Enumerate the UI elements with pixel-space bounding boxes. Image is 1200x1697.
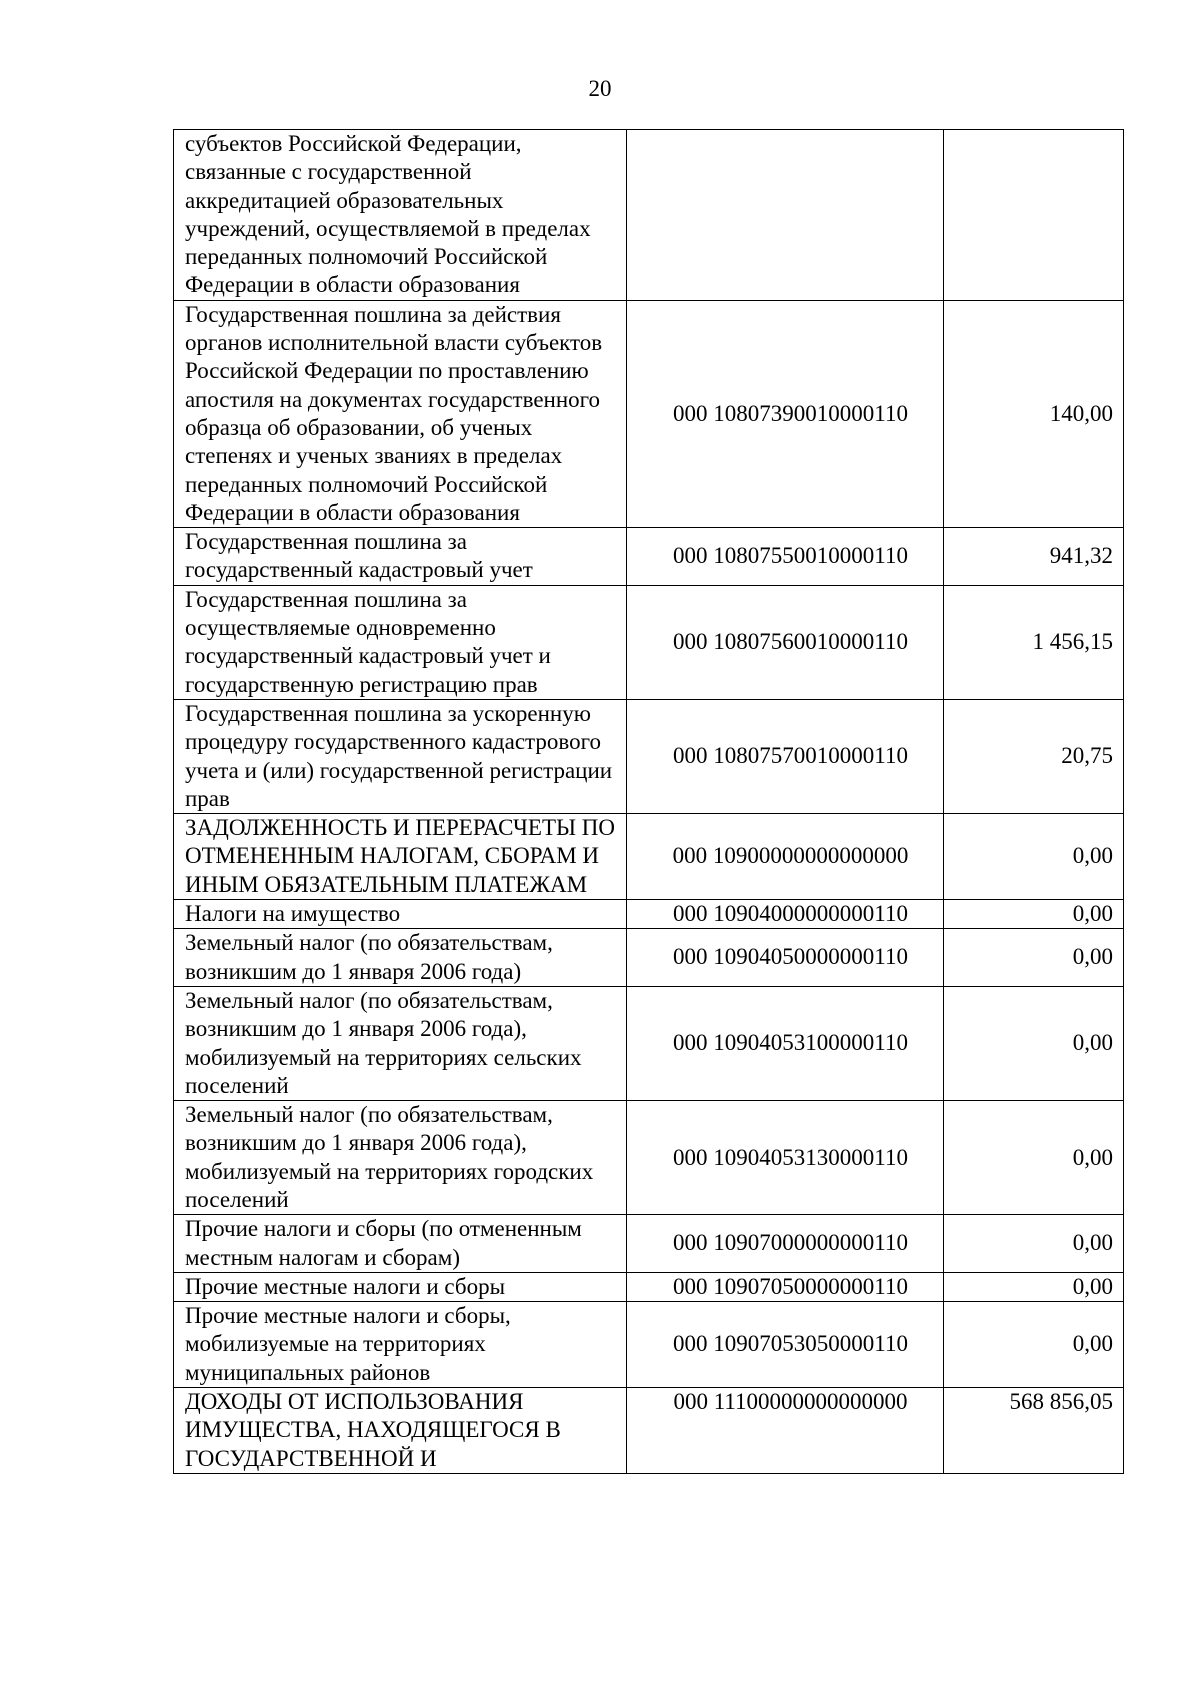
row-code-cell bbox=[627, 130, 944, 301]
table-row bbox=[174, 130, 1124, 301]
row-name-cell: Земельный налог (по обязательствам, возникшим до 1 января 2006 года), мобилизуемый на территориях сельских поселений bbox=[174, 986, 627, 1100]
row-amount-cell: 0,00 bbox=[944, 986, 1124, 1100]
row-name-cell: Государственная пошлина за ускоренную процедуру государственного кадастрового учета и (или) государственной регистрации прав bbox=[174, 699, 627, 813]
row-name-cell: Государственная пошлина за государственный кадастровый учет bbox=[174, 528, 627, 586]
row-code-cell: 000 10807560010000110 bbox=[627, 585, 944, 699]
table-row bbox=[174, 814, 1124, 900]
table-row bbox=[174, 585, 1124, 699]
row-code-cell: 000 10907000000000110 bbox=[627, 1215, 944, 1273]
row-amount-cell: 0,00 bbox=[944, 900, 1124, 929]
row-amount-cell: 0,00 bbox=[944, 1272, 1124, 1301]
row-amount-cell: 0,00 bbox=[944, 1101, 1124, 1215]
row-name-cell: Государственная пошлина за осуществляемые одновременно государственный кадастровый учет и государственную регистрацию прав bbox=[174, 585, 627, 699]
row-code-cell: 000 10807550010000110 bbox=[627, 528, 944, 586]
row-code-cell: 000 10807390010000110 bbox=[627, 300, 944, 527]
table-row bbox=[174, 528, 1124, 586]
row-code-cell: 000 10904053130000110 bbox=[627, 1101, 944, 1215]
table-row bbox=[174, 1101, 1124, 1215]
table-row bbox=[174, 1272, 1124, 1301]
row-amount-cell: 0,00 bbox=[944, 929, 1124, 987]
table-row bbox=[174, 986, 1124, 1100]
table-row bbox=[174, 1388, 1124, 1474]
row-name-cell: Прочие налоги и сборы (по отмененным местным налогам и сборам) bbox=[174, 1215, 627, 1273]
row-code-cell: 000 11100000000000000 bbox=[627, 1388, 944, 1474]
page-number: 20 bbox=[588, 76, 612, 101]
row-amount-cell: 941,32 bbox=[944, 528, 1124, 586]
row-amount-cell bbox=[944, 130, 1124, 301]
table-row bbox=[174, 300, 1124, 527]
row-code-cell: 000 10907053050000110 bbox=[627, 1302, 944, 1388]
row-code-cell: 000 10904050000000110 bbox=[627, 929, 944, 987]
revenue-table bbox=[173, 129, 1124, 1474]
row-name-cell: Прочие местные налоги и сборы, мобилизуемые на территориях муниципальных районов bbox=[174, 1302, 627, 1388]
row-name-cell: Земельный налог (по обязательствам, возникшим до 1 января 2006 года) bbox=[174, 929, 627, 987]
row-name-cell: субъектов Российской Федерации, связанные с государственной аккредитацией образовательных учреждений, осуществляемой в пределах переданных полномочий Российской Федерации в области образования bbox=[174, 130, 627, 301]
row-name-cell: Прочие местные налоги и сборы bbox=[174, 1272, 627, 1301]
row-code-cell: 000 10900000000000000 bbox=[627, 814, 944, 900]
row-code-cell: 000 10907050000000110 bbox=[627, 1272, 944, 1301]
table-row bbox=[174, 900, 1124, 929]
row-amount-cell: 140,00 bbox=[944, 300, 1124, 527]
row-amount-cell: 568 856,05 bbox=[944, 1388, 1124, 1474]
row-name-cell: Государственная пошлина за действия органов исполнительной власти субъектов Российской Федерации по проставлению апостиля на документах государственного образца об образовании, об ученых степенях и ученых званиях в пределах переданных полномочий Российской Федерации в области образования bbox=[174, 300, 627, 527]
row-code-cell: 000 10807570010000110 bbox=[627, 699, 944, 813]
row-amount-cell: 0,00 bbox=[944, 1215, 1124, 1273]
row-amount-cell: 0,00 bbox=[944, 1302, 1124, 1388]
table-row bbox=[174, 1215, 1124, 1273]
row-amount-cell: 0,00 bbox=[944, 814, 1124, 900]
table-row bbox=[174, 699, 1124, 813]
row-name-cell: ЗАДОЛЖЕННОСТЬ И ПЕРЕРАСЧЕТЫ ПО ОТМЕНЕННЫМ НАЛОГАМ, СБОРАМ И ИНЫМ ОБЯЗАТЕЛЬНЫМ ПЛАТЕЖАМ bbox=[174, 814, 627, 900]
table-row bbox=[174, 929, 1124, 987]
row-code-cell: 000 10904000000000110 bbox=[627, 900, 944, 929]
row-name-cell: ДОХОДЫ ОТ ИСПОЛЬЗОВАНИЯ ИМУЩЕСТВА, НАХОДЯЩЕГОСЯ В ГОСУДАРСТВЕННОЙ И bbox=[174, 1388, 627, 1474]
row-amount-cell: 1 456,15 bbox=[944, 585, 1124, 699]
table-row bbox=[174, 1302, 1124, 1388]
row-name-cell: Налоги на имущество bbox=[174, 900, 627, 929]
row-amount-cell: 20,75 bbox=[944, 699, 1124, 813]
row-code-cell: 000 10904053100000110 bbox=[627, 986, 944, 1100]
row-name-cell: Земельный налог (по обязательствам, возникшим до 1 января 2006 года), мобилизуемый на территориях городских поселений bbox=[174, 1101, 627, 1215]
